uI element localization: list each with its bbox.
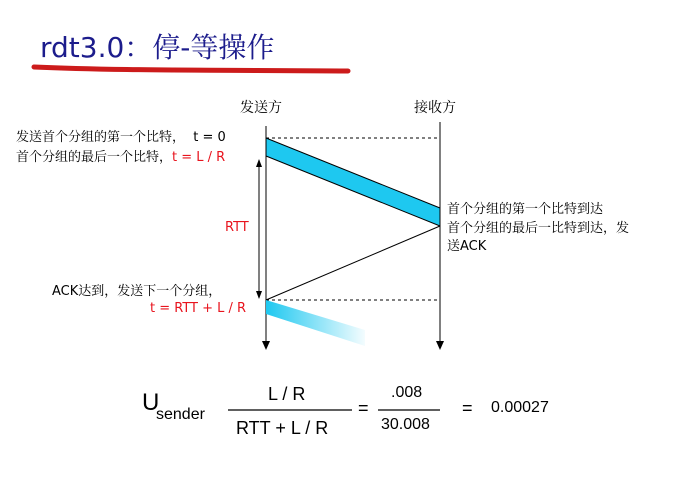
page-title: rdt3.0：停-等操作 xyxy=(40,31,275,64)
denominator-1: RTT + L / R xyxy=(236,418,329,438)
t-rtt-label: t = RTT + L / R xyxy=(150,301,247,316)
rtt-label: RTT xyxy=(225,220,249,235)
ack-line xyxy=(266,226,440,300)
sender-header: 发送方 xyxy=(240,100,282,116)
rtt-arrowhead-top xyxy=(256,159,262,167)
recv-first-bit-label: 首个分组的第一个比特到达 xyxy=(447,202,604,217)
sender-first-bit-label: 发送首个分组的第一个比特， t = 0 xyxy=(16,130,226,145)
denominator-2: 30.008 xyxy=(381,416,430,433)
second-packet-band xyxy=(266,300,365,346)
first-packet-band xyxy=(266,138,440,226)
recv-send-ack-label: 送ACK xyxy=(447,239,487,254)
t0-label: t = 0 xyxy=(193,130,226,145)
result-value: 0.00027 xyxy=(491,399,549,416)
t-lr-label: t = L / R xyxy=(172,150,226,165)
numerator-2: .008 xyxy=(391,384,423,401)
sender-arrowhead xyxy=(262,341,270,350)
equals-2: = xyxy=(462,398,473,418)
title-underline xyxy=(34,67,348,71)
recv-last-bit-label: 首个分组的最后一比特到达，发 xyxy=(447,221,630,236)
rtt-arrowhead-bottom xyxy=(256,291,262,299)
sender-last-bit-label: 首个分组的最后一个比特，t = L / R xyxy=(16,150,226,165)
equals-1: = xyxy=(358,398,369,418)
receiver-arrowhead xyxy=(436,341,444,350)
receiver-header: 接收方 xyxy=(414,100,456,116)
ack-arrives-label: ACK达到，发送下一个分组， xyxy=(52,284,222,299)
utilization-symbol: U xyxy=(142,389,160,416)
utilization-subscript: sender xyxy=(156,406,205,423)
numerator-1: L / R xyxy=(268,384,306,404)
